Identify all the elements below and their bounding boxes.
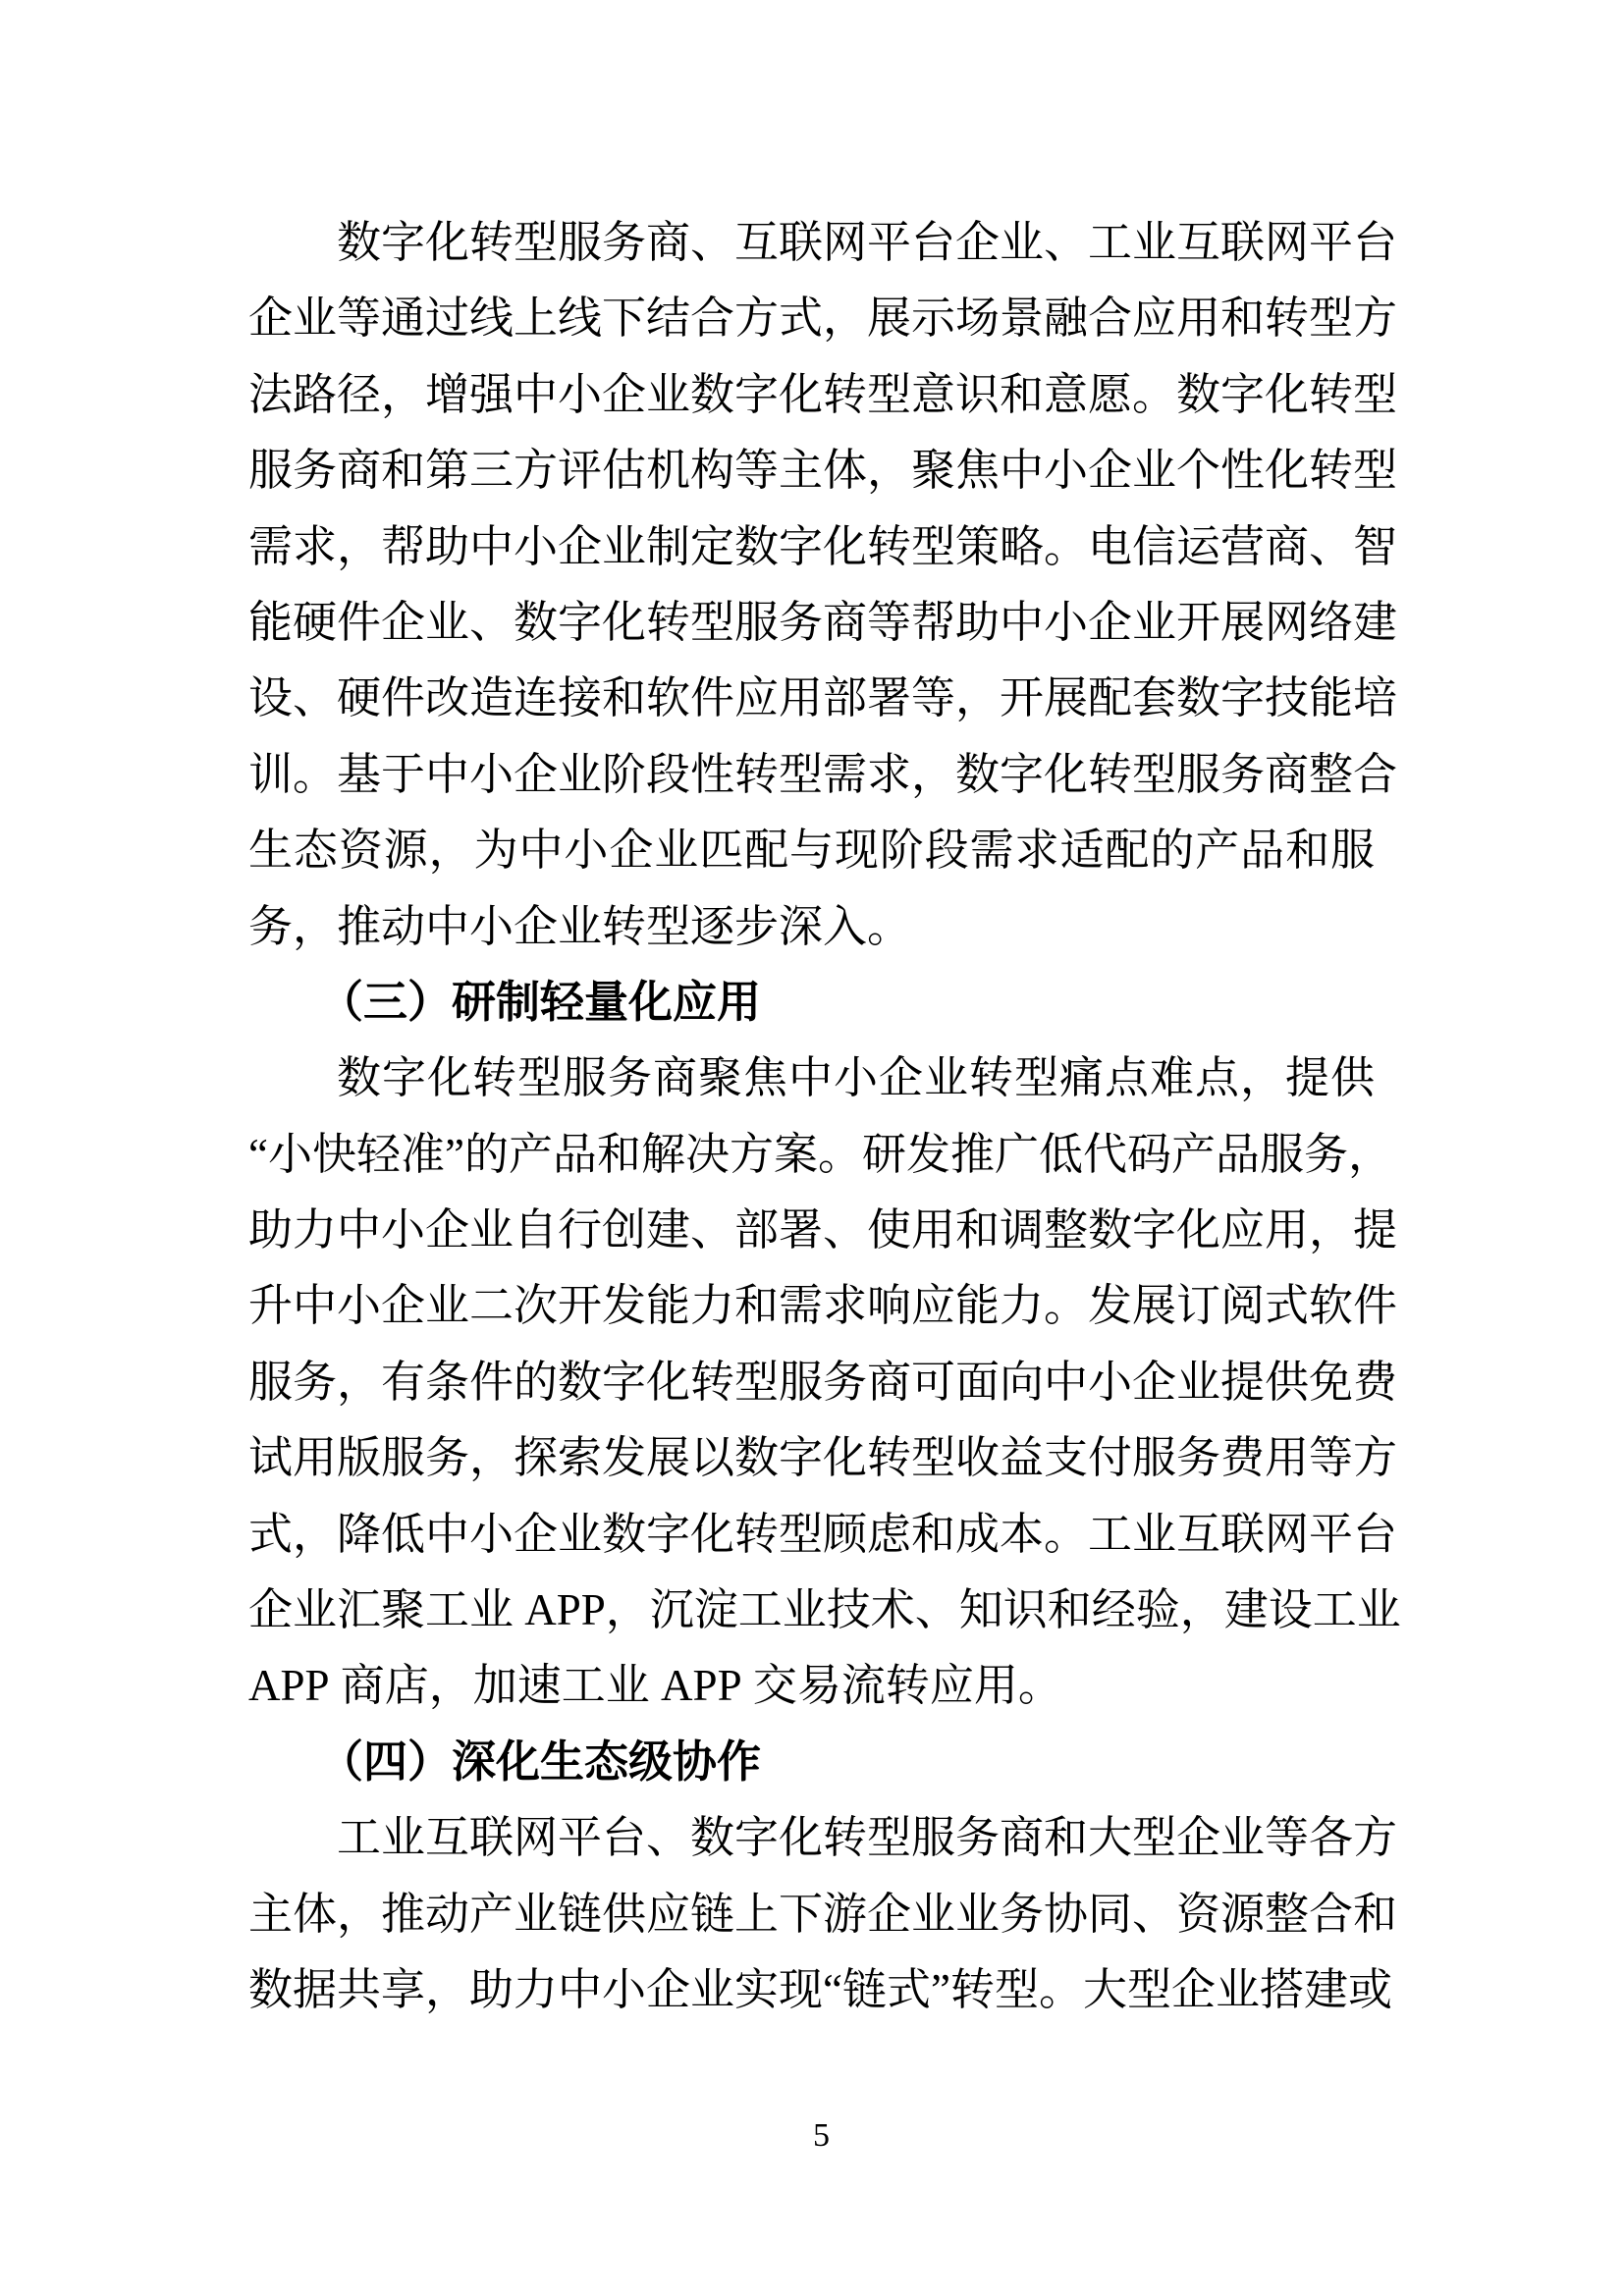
text-line: 需求，帮助中小企业制定数字化转型策略。电信运营商、智 bbox=[248, 521, 1398, 571]
text-line: 能硬件企业、数字化转型服务商等帮助中小企业开展网络建 bbox=[248, 597, 1398, 647]
text-line: 数字化转型服务商、互联网平台企业、工业互联网平台 bbox=[337, 218, 1398, 267]
text-line: 务，推动中小企业转型逐步深入。 bbox=[248, 901, 912, 951]
text-line: 主体，推动产业链供应链上下游企业业务协同、资源整合和 bbox=[248, 1889, 1398, 1939]
text-line: 服务，有条件的数字化转型服务商可面向中小企业提供免费 bbox=[248, 1357, 1398, 1407]
text-line: 工业互联网平台、数字化转型服务商和大型企业等各方 bbox=[337, 1813, 1398, 1863]
text-line: 法路径，增强中小企业数字化转型意识和意愿。数字化转型 bbox=[248, 369, 1398, 419]
section-heading-4: （四）深化生态级协作 bbox=[319, 1736, 762, 1787]
document-text-block bbox=[248, 205, 1401, 2028]
text-line: 数据共享，助力中小企业实现“链式”转型。大型企业搭建或 bbox=[248, 1964, 1392, 2014]
text-line: 式，降低中小企业数字化转型顾虑和成本。工业互联网平台 bbox=[248, 1509, 1398, 1559]
text-line: 训。基于中小企业阶段性转型需求，数字化转型服务商整合 bbox=[248, 749, 1398, 799]
text-line: APP 商店，加速工业 APP 交易流转应用。 bbox=[248, 1661, 1062, 1711]
text-line: “小快轻准”的产品和解决方案。研发推广低代码产品服务， bbox=[248, 1129, 1392, 1179]
page-number: 5 bbox=[813, 2117, 830, 2154]
text-line: 设、硬件改造连接和软件应用部署等，开展配套数字技能培 bbox=[248, 673, 1398, 723]
text-line: 数字化转型服务商聚焦中小企业转型痛点难点，提供 bbox=[337, 1053, 1375, 1103]
text-line: 企业汇聚工业 APP，沉淀工业技术、知识和经验，建设工业 bbox=[248, 1585, 1401, 1635]
text-line: 试用版服务，探索发展以数字化转型收益支付服务费用等方 bbox=[248, 1433, 1398, 1483]
text-line: 企业等通过线上线下结合方式，展示场景融合应用和转型方 bbox=[248, 294, 1398, 344]
text-line: 生态资源，为中小企业匹配与现阶段需求适配的产品和服 bbox=[248, 826, 1375, 876]
text-line: 助力中小企业自行创建、部署、使用和调整数字化应用，提 bbox=[248, 1205, 1398, 1255]
section-heading-3: （三）研制轻量化应用 bbox=[319, 977, 762, 1027]
text-line: 服务商和第三方评估机构等主体，聚焦中小企业个性化转型 bbox=[248, 446, 1398, 496]
text-line: 升中小企业二次开发能力和需求响应能力。发展订阅式软件 bbox=[248, 1281, 1398, 1331]
